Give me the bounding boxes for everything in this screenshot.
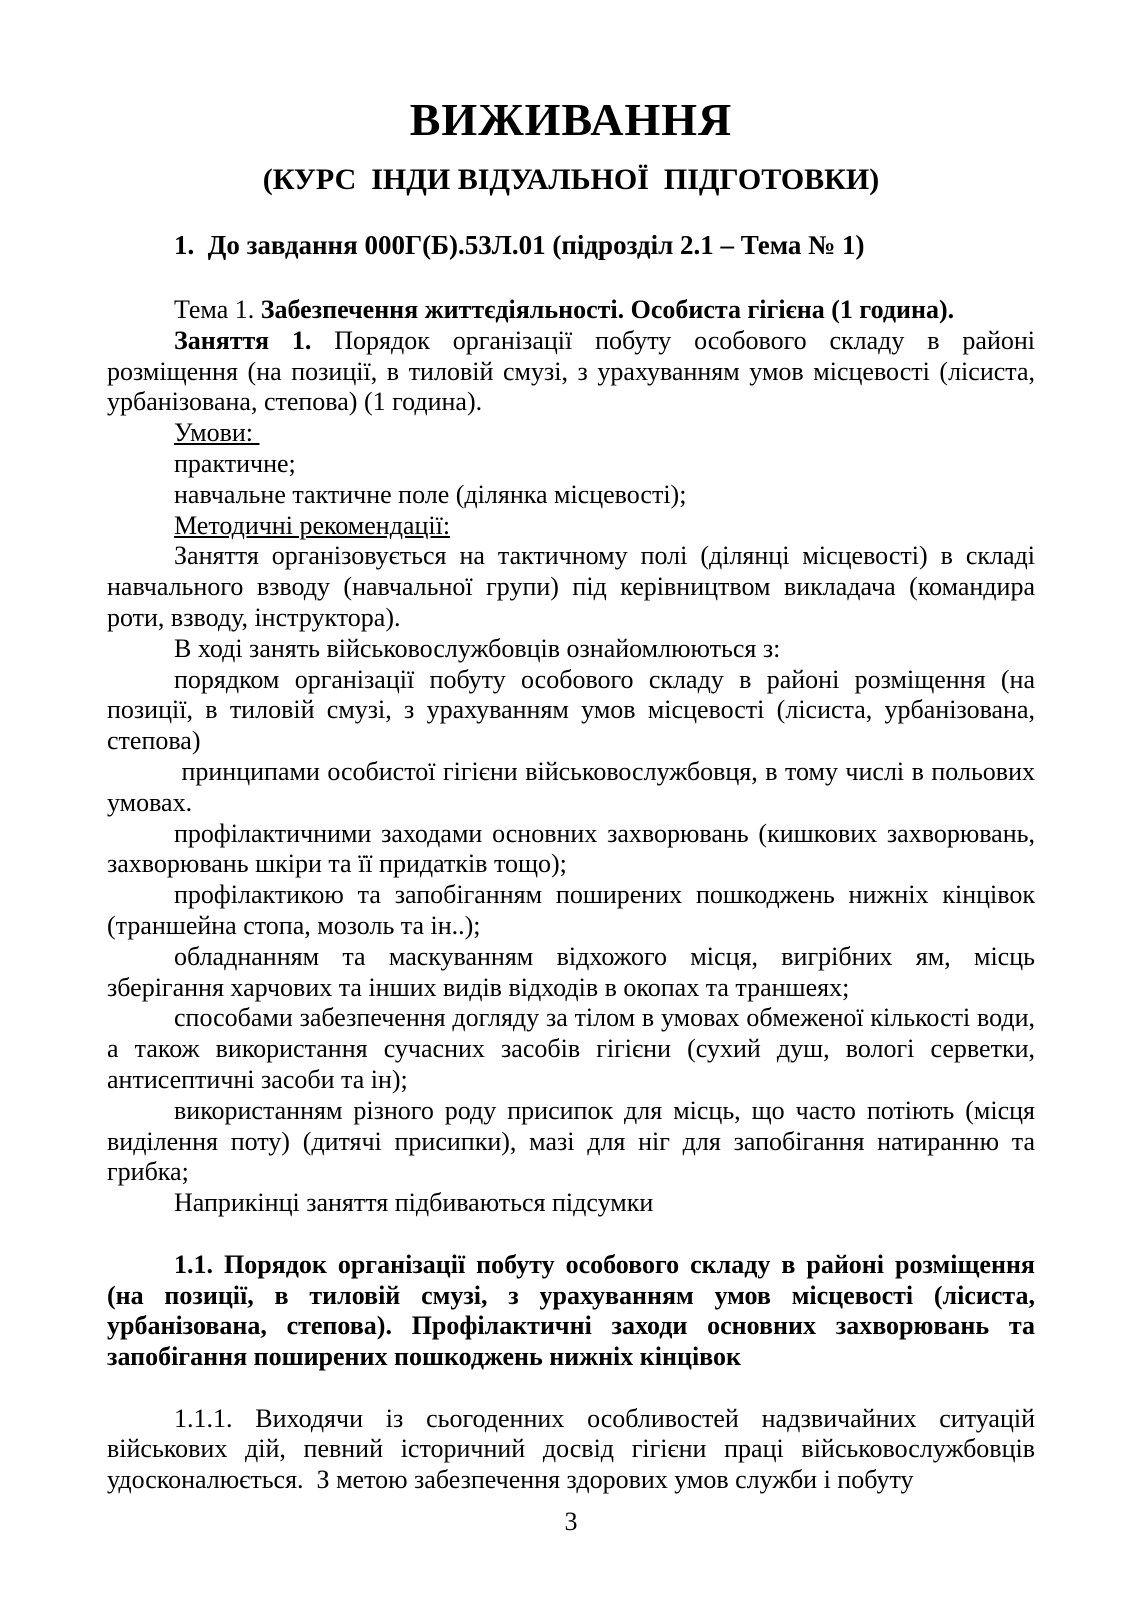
blank-line xyxy=(107,1373,1035,1404)
paragraph-topic xyxy=(107,295,1035,326)
text-run: Заняття організовується на тактичному полі (ділянці місцевості) в складі навчального взводу (навчальної групи) під керівництвом викладача (командира роти, взводу, інструктора). xyxy=(107,541,1042,632)
text-run: Умови: xyxy=(174,418,260,448)
paragraph xyxy=(107,541,1042,633)
document-subtitle: (КУРС ІНДИ ВІДУАЛЬНОЇ ПІДГОТОВКИ) xyxy=(262,163,880,196)
text-run: В ході занять військовослужбовців ознайомлюються з: xyxy=(174,633,781,663)
section-heading xyxy=(107,229,1035,262)
paragraph xyxy=(107,818,1042,881)
text-run: практичне; xyxy=(174,448,296,478)
document-body xyxy=(107,229,1042,1496)
text-run: профілактичними заходами основних захворювань (кишкових захворювань, захворювань шкіри та її придатків тощо); xyxy=(107,818,1042,879)
text-run: 1. До завдання 000Г(Б).53Л.01 (підрозділ 2.1 – Тема № 1) xyxy=(174,230,865,260)
text-run: обладнанням та маскуванням відхожого місця, вигрібних ям, місць зберігання харчових та інших видів відходів в окопах та траншеях; xyxy=(107,941,1042,1002)
page-number: 3 xyxy=(564,1507,578,1536)
label-conditions xyxy=(107,418,1035,449)
paragraph xyxy=(107,1003,1042,1095)
text-run: Тема 1. xyxy=(174,295,261,324)
paragraph-lesson xyxy=(107,325,1042,418)
text-run: навчальне тактичне поле (ділянка місцевості); xyxy=(174,479,687,509)
paragraph xyxy=(107,449,1035,480)
text-run: Заняття 1. xyxy=(174,325,312,355)
paragraph xyxy=(107,634,1035,665)
paragraph xyxy=(107,480,1035,511)
text-run: використанням різного роду присипок для місць, що часто потіють (місця виділення поту) (дитячі присипки), мазі для ніг для запобігання натиранню та грибка; xyxy=(107,1095,1042,1187)
blank-line xyxy=(107,1219,1035,1250)
text-run: принципами особистої гігієни військовослужбовця, в тому числі в польових умовах. xyxy=(107,756,1042,817)
paragraph xyxy=(107,880,1042,942)
paragraph xyxy=(107,1188,1035,1219)
paragraph xyxy=(107,756,1042,819)
paragraph xyxy=(107,941,1042,1004)
text-run: Порядок організації побуту особового складу в районі розміщення (на позиції, в тиловій смузі, з урахуванням умов місцевості (лісиста, урбанізована, степова) (1 година). xyxy=(107,325,1042,417)
text-run: порядком організації побуту особового складу в районі розміщення (на позиції, в тиловій смузі, з урахуванням умов місцевості (лісиста, урбанізована, степова) xyxy=(107,664,1042,756)
paragraph xyxy=(107,1095,1042,1188)
label-method-recommendations xyxy=(107,511,1035,542)
paragraph xyxy=(107,664,1042,757)
text-run: профілактикою та запобіганням поширених пошкоджень нижніх кінцівок (траншейна стопа, мозоль та ін..); xyxy=(107,880,1042,940)
text-run: Забезпечення життєдіяльності. Особиста гігієна (1 година). xyxy=(260,295,955,324)
text-run: способами забезпечення догляду за тілом в умовах обмеженої кількості води, а також використання сучасних засобів гігієни (сухий душ, вологі серветки, антисептичні засоби та ін); xyxy=(107,1003,1042,1094)
document-title: ВИЖИВАННЯ xyxy=(409,94,733,145)
text-run: 1.1. Порядок організації побуту особового складу в районі розміщення (на позиції, в тиловій смузі, з урахуванням умов місцевості (лісиста, урбанізована, степова). Профілактичні заходи основних захворювань та запобігання поширених пошкоджень нижніх кінцівок xyxy=(107,1249,1042,1372)
subsection-heading xyxy=(107,1249,1042,1373)
text-run: Методичні рекомендації: xyxy=(174,510,451,540)
text-run: Наприкінці заняття підбиваються підсумки xyxy=(174,1188,654,1218)
text-run: 1.1.1. Виходячи із сьогоденних особливостей надзвичайних ситуацій військових дій, певний історичний досвід гігієни праці військовослужбовців удосконалюється. З метою забезпечення здорових умов служби і побуту xyxy=(107,1403,1042,1495)
paragraph-111 xyxy=(107,1403,1042,1496)
